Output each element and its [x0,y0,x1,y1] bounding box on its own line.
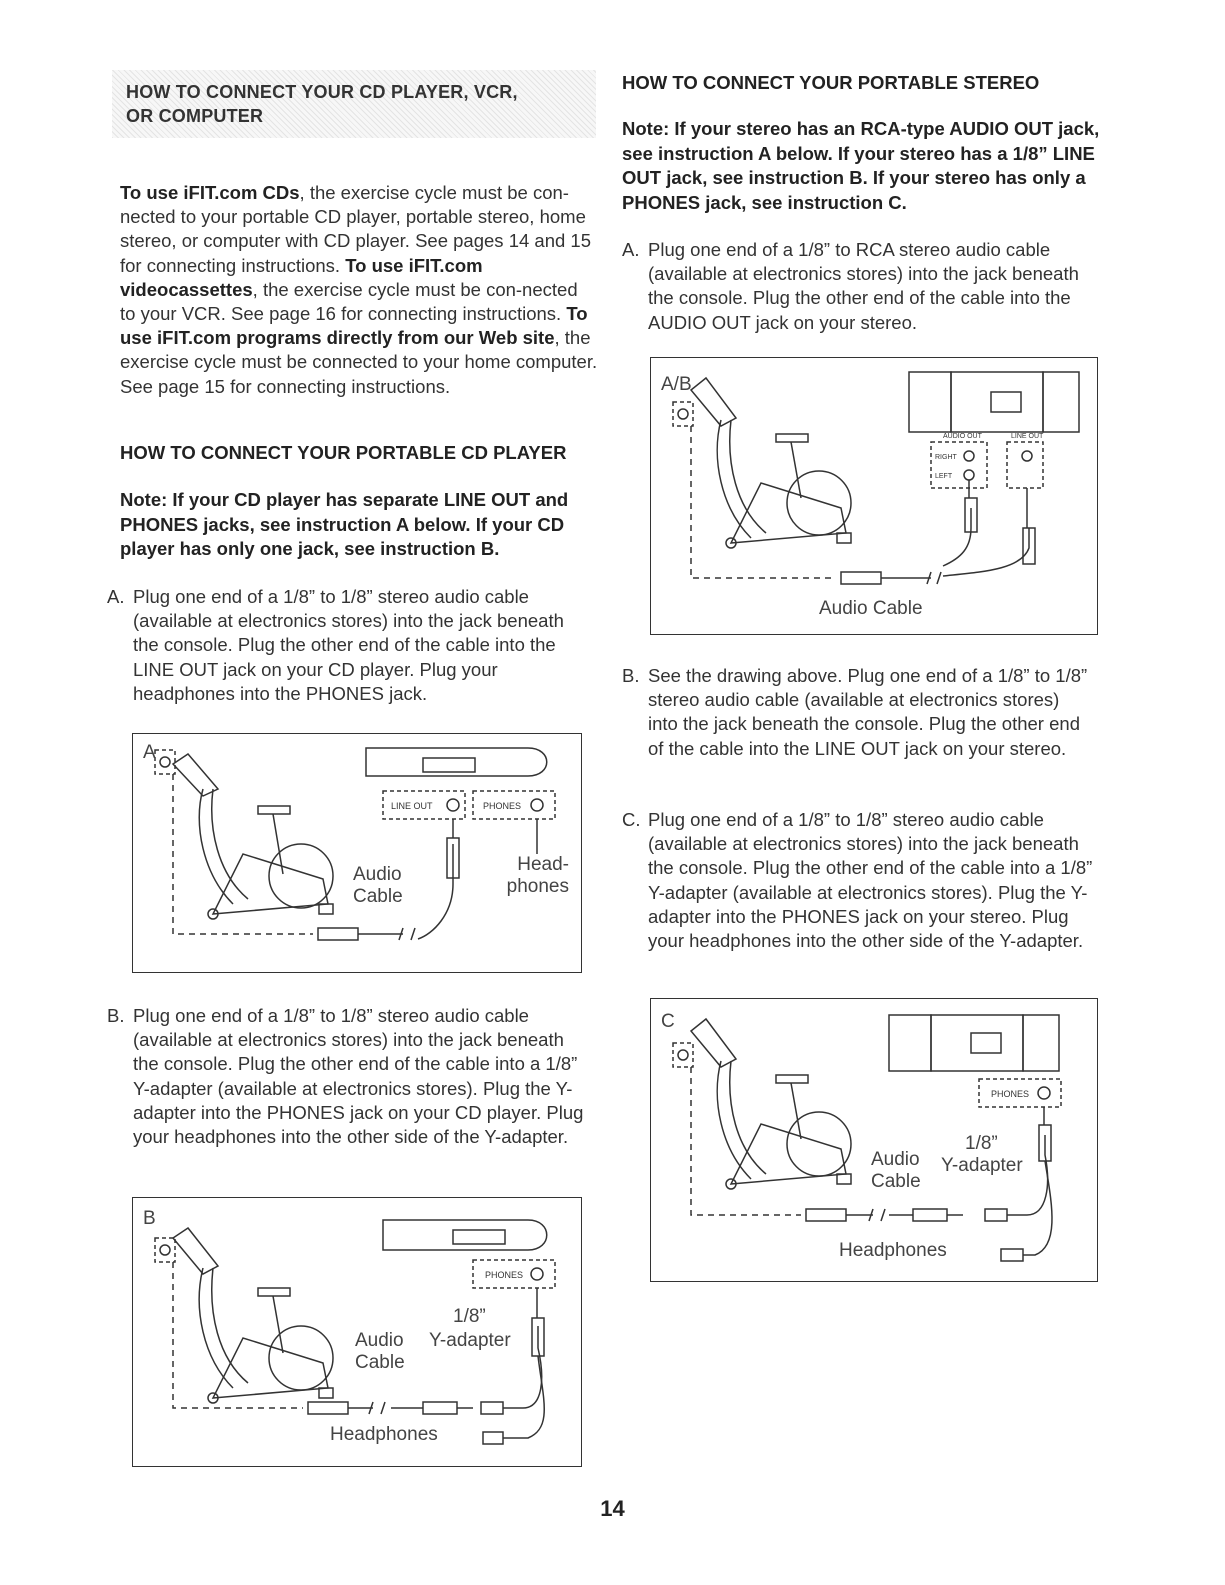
intro-bold-1: To use iFIT.com CDs [120,182,300,203]
fig-ab-audio-out-label: AUDIO OUT [943,433,982,440]
fig-c-audio-cable-label: Audio Cable [871,1149,921,1192]
fig-c-yadapter-label: Y-adapter [941,1155,1023,1176]
stereo-instruction-c [622,808,1102,953]
figure-b-label: B [143,1208,156,1229]
instruction-letter: A. [622,239,640,260]
fig-a-headphones-label: Head- phones [506,854,569,897]
fig-ab-audio-cable-label: Audio Cable [819,598,923,619]
instruction-letter: B. [622,665,640,686]
fig-a-audio-cable-label: Audio Cable [353,864,403,907]
stereo-note: Note: If your stereo has an RCA-type AUDIO OUT jack, see instruction A below. If your stereo has a 1/8” LINE OUT jack, see instruction B. If your stereo has only a PHONES jack, see instruction C. [622,118,1100,213]
figure-a-cd-player [132,733,582,973]
fig-a-line-out-label: LINE OUT [391,801,433,811]
instruction-text: Plug one end of a 1/8” to RCA stereo audio cable (available at electronics stores) into the jack beneath the console. Plug the other end of the cable into the AUDIO OUT jack on your stereo. [648,239,1079,333]
intro-paragraph [120,181,598,399]
intro-text-2: , the exercise cycle must be con-nected to your VCR. See page 16 for connecting instructions. [120,278,578,325]
fig-b-phones-label: PHONES [485,1270,524,1280]
intro-text-1: , the exercise cycle must be con-nected to your portable CD player, portable stereo, home stereo, or computer with CD player. See pages 14 and 15 for connecting instructions. [120,182,591,276]
stereo-heading: HOW TO CONNECT YOUR PORTABLE STEREO [622,72,1040,93]
figure-b-cd-player [132,1197,582,1467]
section-banner [112,70,596,138]
fig-ab-right-label: RIGHT [935,454,957,461]
cd-instruction-a [107,585,577,706]
fig-c-phones-label: PHONES [991,1089,1030,1099]
fig-b-audio-cable-label: Audio Cable [355,1330,405,1373]
fig-a-phones-label: PHONES [483,801,522,811]
intro-text-3: , the exercise cycle must be connected to your home computer. See page 15 for connecting instructions. [120,327,598,397]
instruction-text: Plug one end of a 1/8” to 1/8” stereo audio cable (available at electronics stores) into the jack beneath the console. Plug the other end of the cable into the LINE OUT jack on your CD player. Plug your headphones into the PHONES jack. [133,586,564,704]
fig-ab-left-label: LEFT [935,473,953,480]
instruction-letter: C. [622,809,641,830]
figure-c-drawing [651,999,1097,1281]
intro-bold-3: To use iFIT.com programs directly from our Web site [120,303,588,349]
cd-player-heading: HOW TO CONNECT YOUR PORTABLE CD PLAYER [120,442,567,463]
instruction-text: See the drawing above. Plug one end of a 1/8” to 1/8” stereo audio cable (available at electronics stores) into the jack beneath the console. Plug the other end of the cable into the LINE OUT jack on your stereo. [648,665,1088,759]
page-number: 14 [600,1496,625,1521]
instruction-letter: B. [107,1005,125,1026]
figure-ab-stereo [650,357,1098,635]
cd-instruction-b [107,1004,587,1149]
fig-b-size-label: 1/8” [453,1306,486,1327]
instruction-text: Plug one end of a 1/8” to 1/8” stereo audio cable (available at electronics stores) into the jack beneath the console. Plug the other end of the cable into a 1/8” Y-adapter (available at electronics stores). Plug the Y-adapter into the PHONES jack on your stereo. Plug your headphones into the other side of the Y-adapter. [648,809,1093,952]
cd-player-note: Note: If your CD player has separate LINE OUT and PHONES jacks, see instruction A below. If your CD player has only one jack, see instruction B. [120,489,569,559]
instruction-letter: A. [107,586,125,607]
figure-ab-label: A/B [661,374,692,395]
fig-b-yadapter-label: Y-adapter [429,1330,511,1351]
banner-title: HOW TO CONNECT YOUR CD PLAYER, VCR, OR COMPUTER [126,82,518,126]
fig-c-size-label: 1/8” [965,1133,998,1154]
fig-c-headphones-label: Headphones [839,1240,947,1261]
stereo-instruction-b [622,664,1092,761]
intro-bold-2: To use iFIT.com videocassettes [120,254,483,300]
fig-b-headphones-label: Headphones [330,1424,438,1445]
figure-c-label: C [661,1011,675,1032]
fig-ab-line-out-label: LINE OUT [1011,433,1044,440]
figure-a-label: A [143,742,156,763]
figure-ab-drawing [651,358,1097,634]
stereo-instruction-a [622,238,1092,335]
instruction-text: Plug one end of a 1/8” to 1/8” stereo audio cable (available at electronics stores) into the jack beneath the console. Plug the other end of the cable into a 1/8” Y-adapter (available at electronics stores). Plug the Y-adapter into the PHONES jack on your CD player. Plug your headphones into the other side of the Y-adapter. [133,1005,584,1148]
figure-c-stereo [650,998,1098,1282]
figure-a-drawing [133,734,581,972]
